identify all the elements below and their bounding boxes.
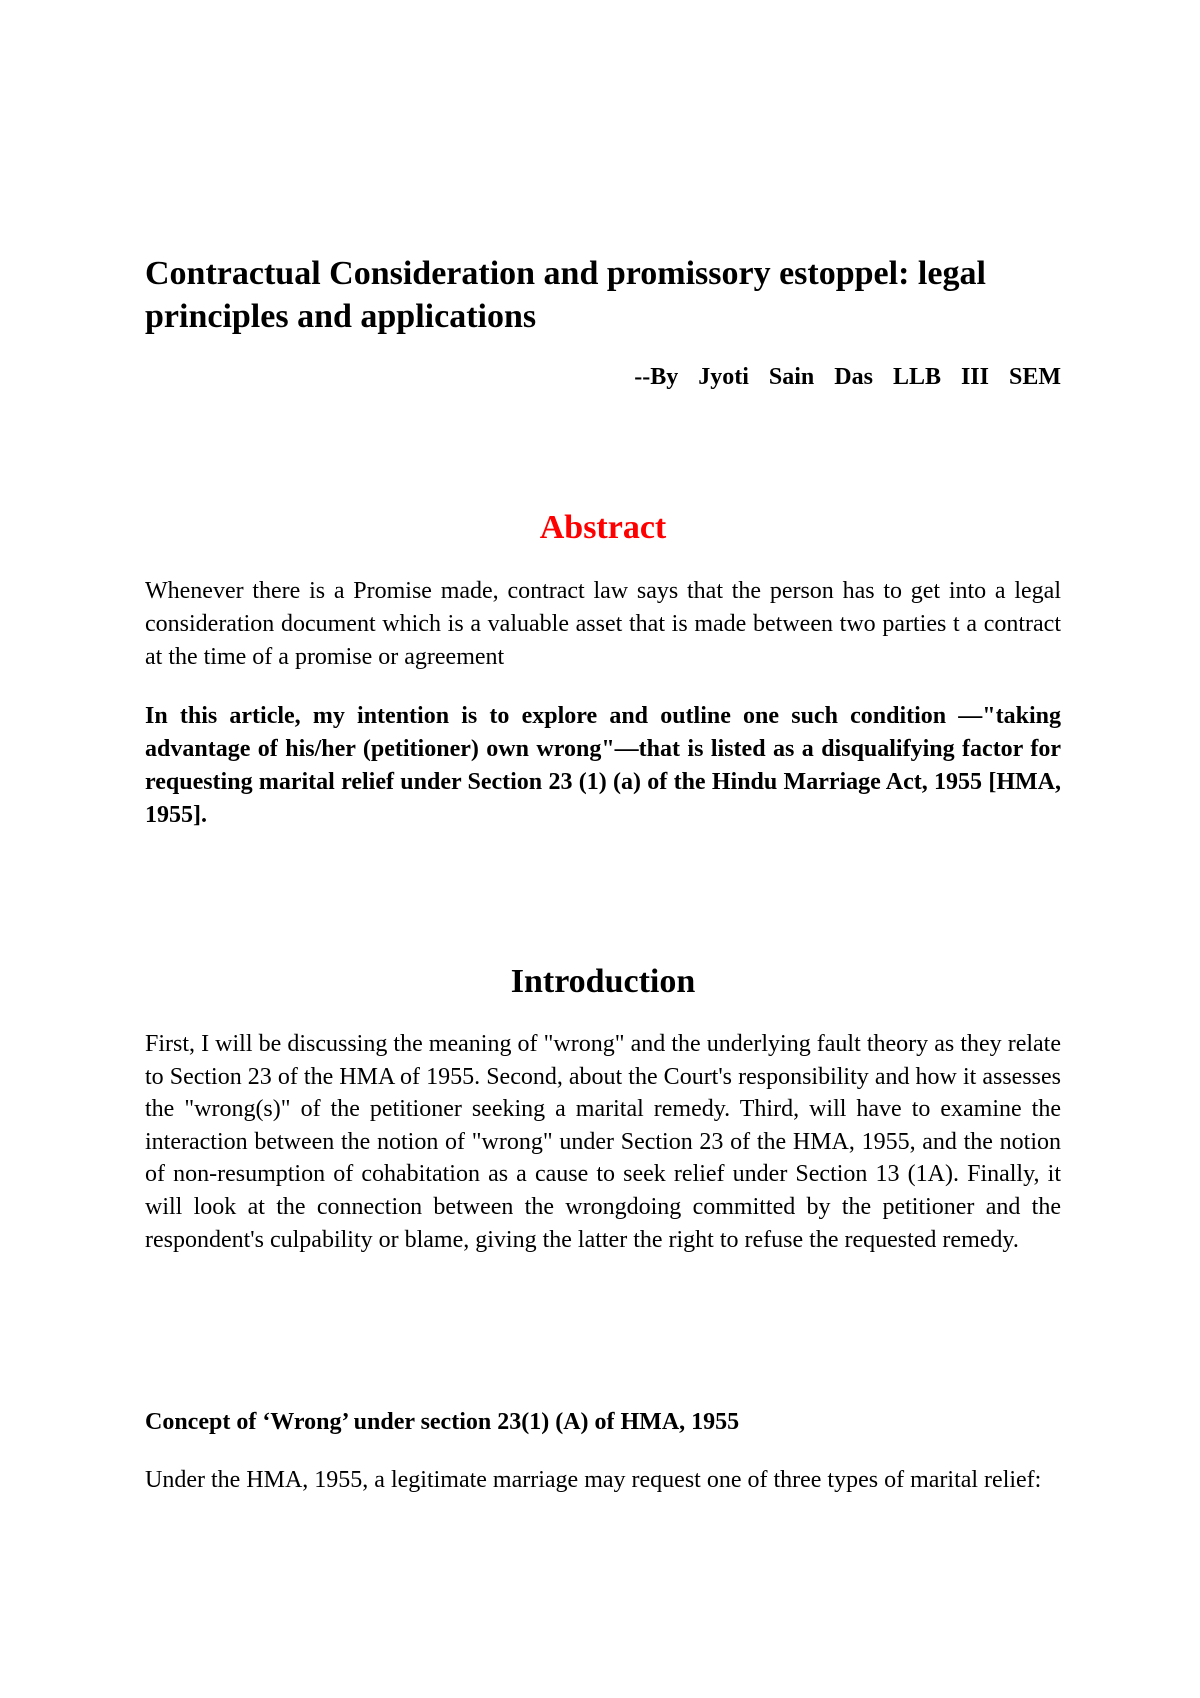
abstract-paragraph: Whenever there is a Promise made, contract law says that the person has to get into a legal consideration document which is a valuable asset that is made between two parties t a contract at the time of a promise or agreement (145, 578, 1061, 670)
abstract-bold-paragraph: In this article, my intention is to explore and outline one such condition —"taking advantage of his/her (petitioner) own wrong"—that is listed as a disqualifying factor for requesting marital relief under Section 23 (1) (a) of the Hindu Marriage Act, 1955 [HMA, 1955]. (145, 703, 1061, 828)
abstract-heading: Abstract (539, 509, 667, 546)
introduction-paragraph: First, I will be discussing the meaning of "wrong" and the underlying fault theory as they relate to Section 23 of the HMA of 1955. Second, about the Court's responsibility and how it assesses the "wrong(s)" of the petitioner seeking a marital remedy. Third, will have to examine the interaction between the notion of "wrong" under Section 23 of the HMA, 1955, and the notion of non-resumption of cohabitation as a cause to seek relief under Section 13 (1A). Finally, it will look at the connection between the wrongdoing committed by the petitioner and the respondent's culpability or blame, giving the latter the right to refuse the requested remedy. (145, 1031, 1061, 1253)
introduction-heading: Introduction (510, 963, 696, 1000)
concept-paragraph: Under the HMA, 1955, a legitimate marriage may request one of three types of marital relief: (145, 1467, 1042, 1493)
concept-heading: Concept of ‘Wrong’ under section 23(1) (A) of HMA, 1955 (145, 1409, 740, 1435)
author-byline: --By Jyoti Sain Das LLB III SEM (634, 364, 1061, 390)
document-title: Contractual Consideration and promissory estoppel: legal principles and applications (145, 255, 986, 335)
